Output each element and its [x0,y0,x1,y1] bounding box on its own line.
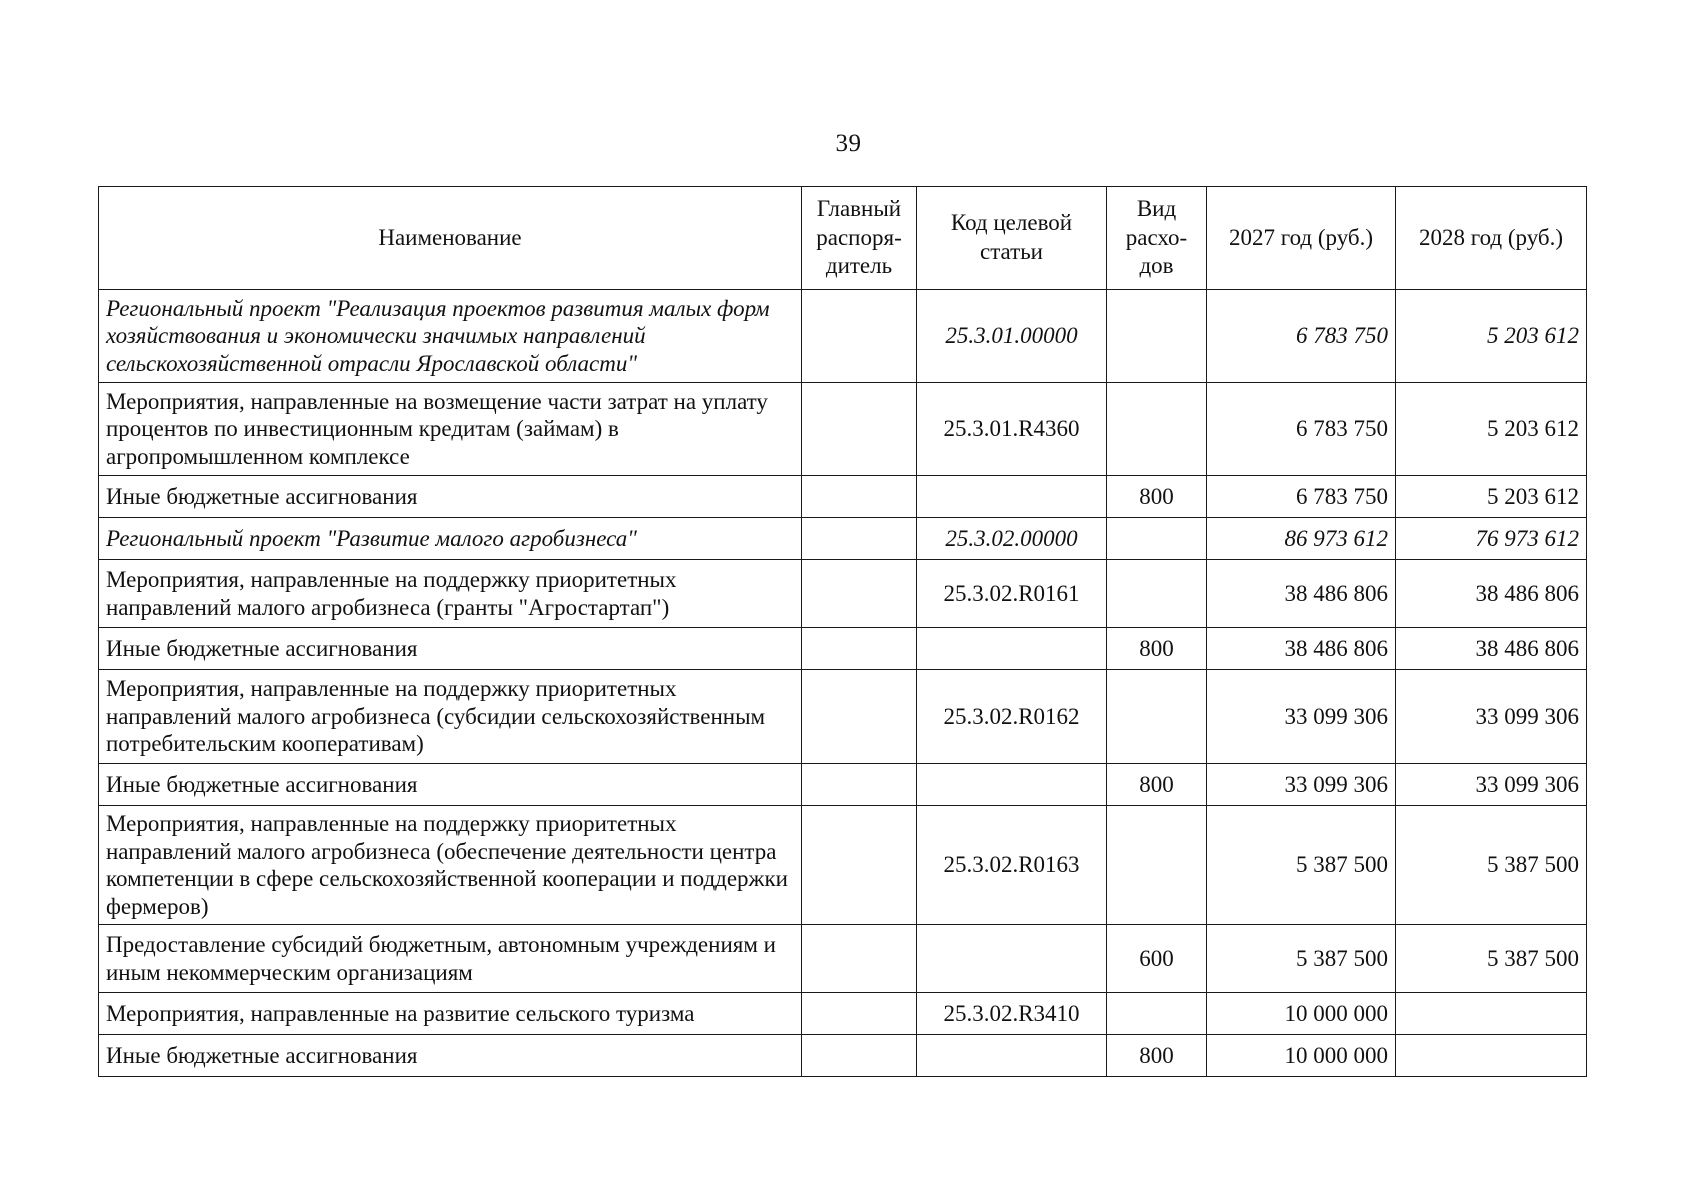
row-code-cell: 25.3.01.R4360 [917,383,1107,476]
row-kind-cell [1107,993,1207,1035]
row-kind-cell [1107,670,1207,764]
row-code-cell [917,476,1107,518]
row-kind-cell [1107,806,1207,925]
row-2027-cell: 10 000 000 [1207,1035,1396,1077]
table-row [99,1035,1587,1077]
row-chief-cell [802,925,917,993]
header-2028: 2028 год (руб.) [1396,187,1587,290]
row-2028-cell: 33 099 306 [1396,764,1587,806]
row-name-cell: Иные бюджетные ассигнования [99,476,802,518]
row-name-cell: Мероприятия, направленные на возмещение части затрат на уплату процентов по инвестиционным кредитам (займам) в агропромышленном комплексе [99,383,802,476]
row-2028-cell: 5 203 612 [1396,383,1587,476]
table-row [99,518,1587,560]
row-code-cell: 25.3.02.00000 [917,518,1107,560]
row-code-cell: 25.3.01.00000 [917,290,1107,383]
row-chief-cell [802,383,917,476]
row-2027-cell: 38 486 806 [1207,628,1396,670]
table-row [99,290,1587,383]
row-name-cell: Мероприятия, направленные на развитие сельского туризма [99,993,802,1035]
row-name-cell: Региональный проект "Реализация проектов развития малых форм хозяйствования и экономически значимых направлений сельскохозяйственной отрасли Ярославской области" [99,290,802,383]
row-code-cell: 25.3.02.R0163 [917,806,1107,925]
row-2027-cell: 10 000 000 [1207,993,1396,1035]
row-kind-cell: 800 [1107,764,1207,806]
row-2028-cell [1396,993,1587,1035]
table-header-row [99,187,1587,290]
row-kind-cell [1107,518,1207,560]
row-2027-cell: 5 387 500 [1207,806,1396,925]
row-chief-cell [802,993,917,1035]
row-2028-cell: 76 973 612 [1396,518,1587,560]
row-2028-cell: 38 486 806 [1396,628,1587,670]
table-row [99,670,1587,764]
table-row [99,925,1587,993]
header-kind: Вид расхо-дов [1107,187,1207,290]
row-name-cell: Иные бюджетные ассигнования [99,764,802,806]
row-code-cell [917,628,1107,670]
table-row [99,806,1587,925]
row-2028-cell [1396,1035,1587,1077]
row-chief-cell [802,1035,917,1077]
header-code: Код целевой статьи [917,187,1107,290]
header-2027: 2027 год (руб.) [1207,187,1396,290]
row-2028-cell: 5 203 612 [1396,476,1587,518]
row-chief-cell [802,628,917,670]
row-name-cell: Иные бюджетные ассигнования [99,628,802,670]
row-kind-cell: 800 [1107,628,1207,670]
row-2028-cell: 38 486 806 [1396,560,1587,628]
row-chief-cell [802,764,917,806]
row-2028-cell: 5 387 500 [1396,806,1587,925]
row-kind-cell: 800 [1107,476,1207,518]
row-chief-cell [802,670,917,764]
page-number: 39 [835,130,862,157]
row-code-cell: 25.3.02.R3410 [917,993,1107,1035]
row-code-cell [917,1035,1107,1077]
row-2027-cell: 5 387 500 [1207,925,1396,993]
table-row [99,560,1587,628]
row-2027-cell: 33 099 306 [1207,764,1396,806]
table-row [99,993,1587,1035]
row-2028-cell: 33 099 306 [1396,670,1587,764]
table-row [99,383,1587,476]
header-name: Наименование [99,187,802,290]
row-2027-cell: 6 783 750 [1207,476,1396,518]
header-chief: Главный распоря-дитель [802,187,917,290]
row-2028-cell: 5 203 612 [1396,290,1587,383]
row-chief-cell [802,290,917,383]
row-name-cell: Мероприятия, направленные на поддержку приоритетных направлений малого агробизнеса (обеспечение деятельности центра компетенции в сфере сельскохозяйственной кооперации и поддержки фермеров) [99,806,802,925]
row-code-cell: 25.3.02.R0162 [917,670,1107,764]
row-kind-cell: 600 [1107,925,1207,993]
row-name-cell: Мероприятия, направленные на поддержку приоритетных направлений малого агробизнеса (гранты "Агростартап") [99,560,802,628]
row-chief-cell [802,806,917,925]
table-row [99,628,1587,670]
row-2027-cell: 6 783 750 [1207,383,1396,476]
row-code-cell [917,764,1107,806]
row-name-cell: Мероприятия, направленные на поддержку приоритетных направлений малого агробизнеса (субсидии сельскохозяйственным потребительским кооперативам) [99,670,802,764]
budget-table [98,186,1587,1077]
row-kind-cell [1107,560,1207,628]
row-chief-cell [802,518,917,560]
table-row [99,476,1587,518]
row-chief-cell [802,476,917,518]
row-chief-cell [802,560,917,628]
row-name-cell: Иные бюджетные ассигнования [99,1035,802,1077]
row-name-cell: Предоставление субсидий бюджетным, автономным учреждениям и иным некоммерческим организациям [99,925,802,993]
row-code-cell [917,925,1107,993]
table-row [99,764,1587,806]
row-kind-cell [1107,383,1207,476]
row-2027-cell: 33 099 306 [1207,670,1396,764]
row-2027-cell: 86 973 612 [1207,518,1396,560]
row-code-cell: 25.3.02.R0161 [917,560,1107,628]
row-kind-cell [1107,290,1207,383]
row-2028-cell: 5 387 500 [1396,925,1587,993]
row-kind-cell: 800 [1107,1035,1207,1077]
row-2027-cell: 38 486 806 [1207,560,1396,628]
row-2027-cell: 6 783 750 [1207,290,1396,383]
row-name-cell: Региональный проект "Развитие малого агробизнеса" [99,518,802,560]
